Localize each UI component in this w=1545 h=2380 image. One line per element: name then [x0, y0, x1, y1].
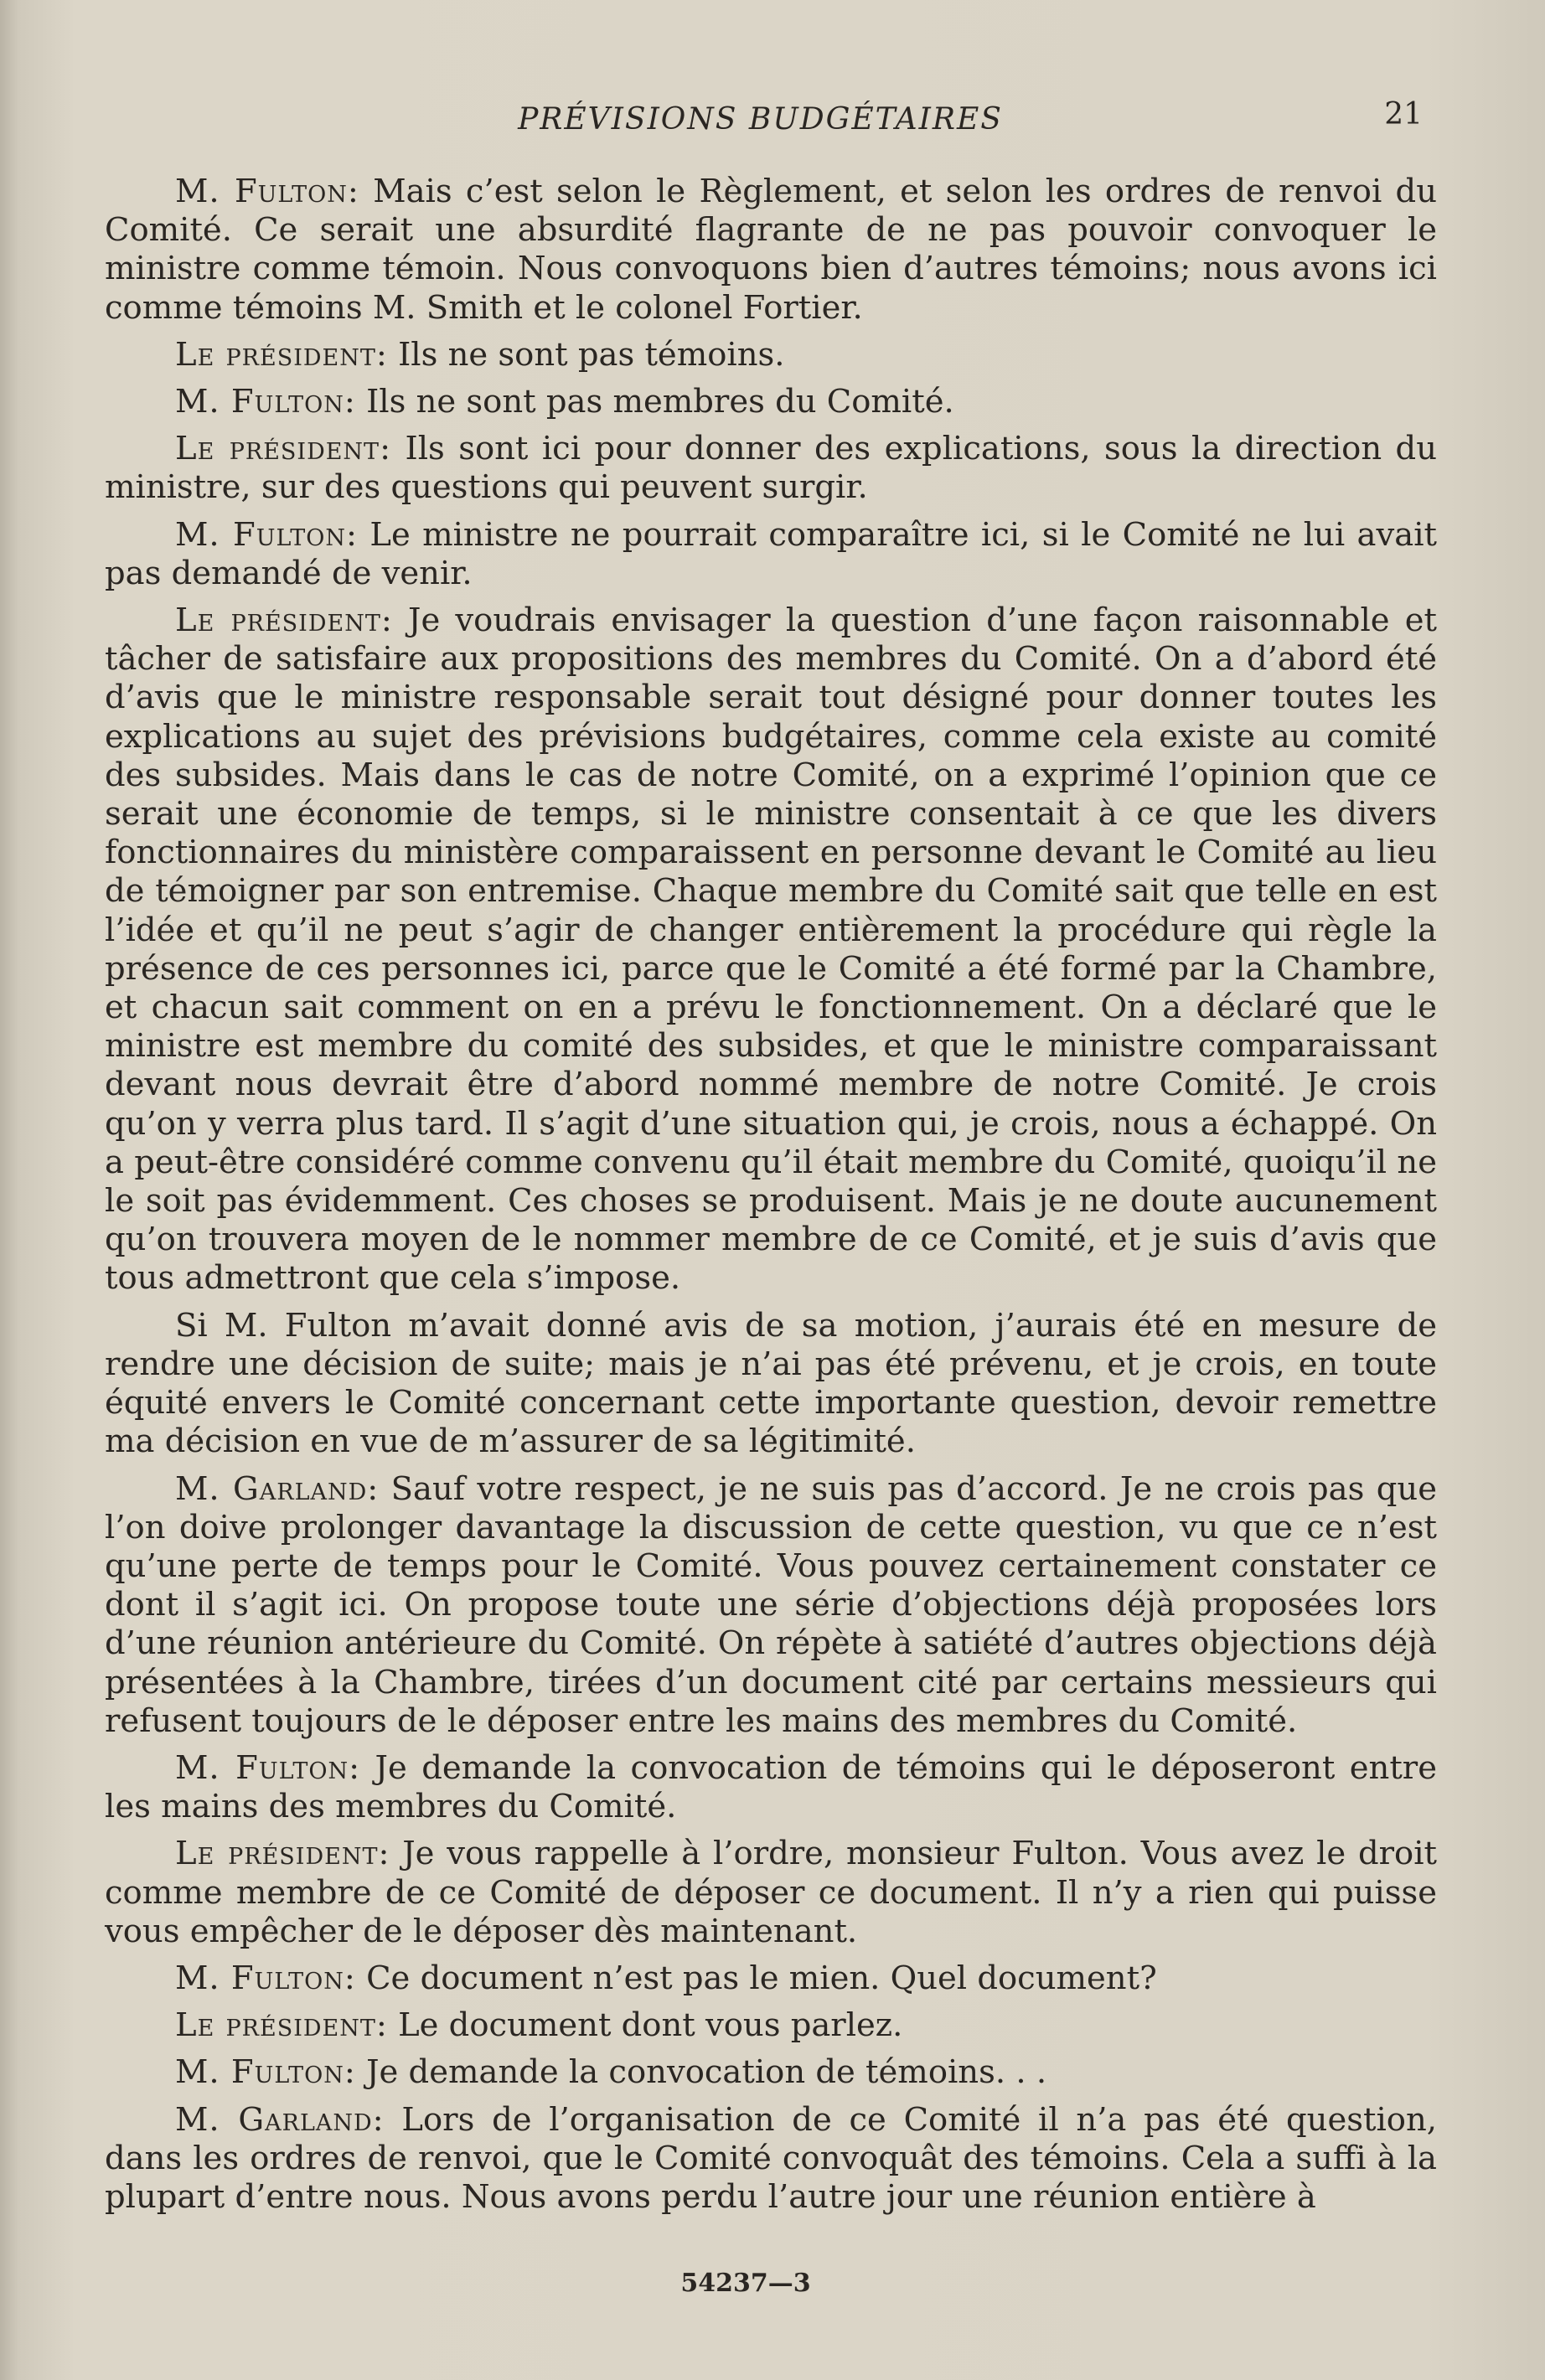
speaker: Le président: — [175, 601, 393, 640]
page-number: 21 — [1384, 97, 1423, 132]
speaker: M. Garland: — [175, 2100, 385, 2139]
speaker: Le président: — [175, 430, 392, 468]
paragraph — [105, 430, 1437, 507]
paragraph — [105, 383, 1437, 421]
paragraph — [105, 173, 1437, 328]
speech: Je vous rappelle à l’ordre, monsieur Fulton. Vous avez le droit comme membre de ce Comité de déposer ce document. Il n’y a rien qui puisse vous empêcher de le déposer dès maintenant. — [105, 1835, 1437, 1950]
speaker: M. Fulton: — [175, 383, 356, 421]
paragraph — [105, 516, 1437, 593]
speaker: M. Fulton: — [175, 1959, 356, 1997]
body-text — [105, 173, 1437, 2225]
paragraph — [105, 601, 1437, 1298]
paragraph — [105, 1959, 1437, 1998]
speech: Si M. Fulton m’avait donné avis de sa motion, j’aurais été en mesure de rendre une décision de suite; mais je n’ai pas été prévenu, et je crois, en toute équité envers le Comité concernant cette importante question, devoir remettre ma décision en vue de m’assurer de sa légitimité. — [105, 1306, 1437, 1461]
speech: Sauf votre respect, je ne suis pas d’accord. Je ne crois pas que l’on doive prolonger davantage la discussion de cette question, vu que ce n’est qu’une perte de temps pour le Comité. Vous pouvez certainement constater ce dont il s’agit ici. On propose toute une série d’objections déjà proposées lors d’une réunion antérieure du Comité. On répète à satiété d’autres objections déjà présentées à la Chambre, tirées d’un document cité par certains messieurs qui refusent toujours de le déposer entre les mains des membres du Comité. — [105, 1469, 1437, 1740]
paragraph — [105, 2101, 1437, 2217]
printer-signature: 54237—3 — [680, 2269, 811, 2298]
speech: Ils sont ici pour donner des explications, sous la direction du ministre, sur des questions qui peuvent surgir. — [105, 430, 1437, 507]
paragraph — [105, 1470, 1437, 1741]
speech: Ils ne sont pas témoins. — [398, 335, 785, 374]
paragraph — [105, 1749, 1437, 1826]
speech: Mais c’est selon le Règlement, et selon les ordres de renvoi du Comité. Ce serait une absurdité flagrante de ne pas pouvoir convoquer le ministre comme témoin. Nous convoquons bien d’autres témoins; nous avons ici comme témoins M. Smith et le colonel Fortier. — [105, 173, 1438, 327]
speech: Lors de l’organisation de ce Comité il n’a pas été question, dans les ordres de renvoi, que le Comité convoquât des témoins. Cela a suffi à la plupart d’entre nous. Nous avons perdu l’autre jour une réunion entière à — [105, 2100, 1437, 2216]
speech: Je demande la convocation de témoins. . . — [366, 2053, 1047, 2092]
paragraph — [105, 2006, 1437, 2045]
speaker: M. Fulton: — [175, 173, 359, 210]
speech: Je demande la convocation de témoins qui le déposeront entre les mains des membres du Comité. — [105, 1748, 1437, 1826]
paragraph — [105, 1307, 1437, 1462]
speaker: M. Garland: — [175, 1469, 380, 1508]
speech: Je voudrais envisager la question d’une façon raisonnable et tâcher de satisfaire aux propositions des membres du Comité. On a d’abord été d’avis que le ministre responsable serait tout désigné pour donner toutes les explications au sujet des prévisions budgétaires, comme cela existe au comité des subsides. Mais dans le cas de notre Comité, on a exprimé l’opinion que ce serait une économie de temps, si le ministre consentait à ce que les divers fonctionnaires du ministère comparaissent en personne devant le Comité au lieu de témoigner par son entremise. Chaque membre du Comité sait que telle en est l’idée et qu’il ne peut s’agir de changer entièrement la procédure qui règle la présence de ces personnes ici, parce que le Comité a été formé par la Chambre, et chacun sait comment on en a prévu le fonctionnement. On a déclaré que le ministre est membre du comité des subsides, et que le ministre comparaissant devant nous devrait être d’abord nommé membre de notre Comité. Je crois qu’on y verra plus tard. Il s’agit d’une situation qui, je crois, nous a échappé. On a peut-être considéré comme convenu qu’il était membre du Comité, quoiqu’il ne le soit pas évidemment. Ces choses se produisent. Mais je ne doute aucunement qu’on trouvera moyen de le nommer membre de ce Comité, et je suis d’avis que tous admettront que cela s’impose. — [105, 601, 1437, 1298]
running-title: PRÉVISIONS BUDGÉTAIRES — [518, 102, 1003, 137]
speaker: Le président: — [175, 2006, 388, 2045]
speaker: Le président: — [175, 1835, 390, 1873]
paragraph — [105, 2053, 1437, 2092]
paragraph — [105, 336, 1437, 374]
speaker: M. Fulton: — [175, 2053, 356, 2092]
paragraph — [105, 1835, 1437, 1951]
speech: Le document dont vous parlez. — [398, 2006, 903, 2045]
speaker: Le président: — [175, 335, 388, 374]
speech: Ce document n’est pas le mien. Quel document? — [366, 1959, 1157, 1997]
speech: Ils ne sont pas membres du Comité. — [366, 383, 954, 421]
speech: Le ministre ne pourrait comparaître ici, si le Comité ne lui avait pas demandé de venir. — [105, 515, 1437, 592]
speaker: M. Fulton: — [175, 1748, 361, 1787]
speaker: M. Fulton: — [175, 515, 358, 554]
page-header — [109, 94, 1449, 144]
